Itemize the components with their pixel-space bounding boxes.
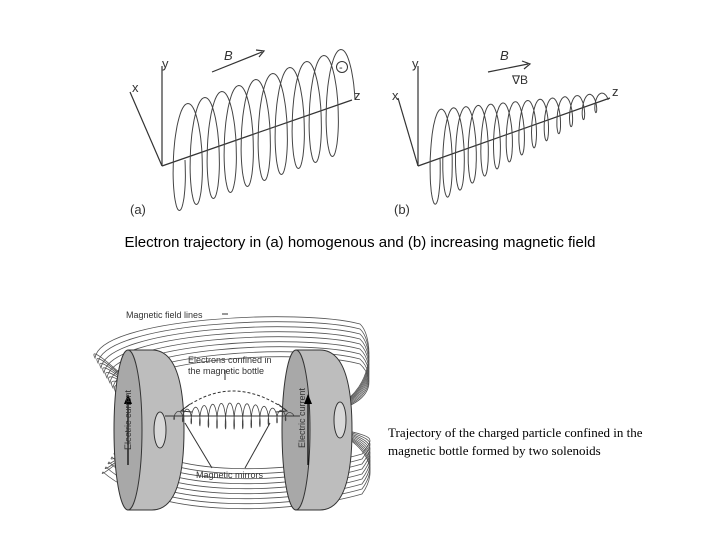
magnetic-bottle-figure [0,290,720,540]
helix-b [430,93,608,204]
solenoid-right [282,350,352,510]
charge-label-a: - [339,62,343,74]
helix-b-path [430,93,608,204]
caption-side: Trajectory of the charged particle confined in the magnetic bottle formed by two solenoids [388,425,643,458]
current-right-label: Electric current [297,387,307,448]
axis-z-b: z [612,84,619,99]
panel-label-a: (a) [130,202,146,217]
axis-x-b: x [392,88,399,103]
confinement-arc [182,391,286,410]
panel-b [398,61,610,166]
current-left-label: Electric current [123,389,133,450]
field-lines-label: Magnetic field lines [126,310,203,320]
field-label-b: B [500,48,509,63]
field-label-a: B [224,48,233,63]
caption-top: Electron trajectory in (a) homogenous and (b) increasing magnetic field [124,234,596,251]
mirrors-label: Magnetic mirrors [196,470,264,480]
confined-label-line2: the magnetic bottle [188,366,265,376]
confined-label-line1: Electrons confined in [188,355,272,365]
helix-figure [0,0,720,230]
axis-x-a: x [132,80,139,95]
axis-y-b: y [412,56,419,71]
axis-z-a: z [354,88,361,103]
axis-y-a: y [162,56,169,71]
panel-label-b: (b) [394,202,410,217]
gradient-label-b: ∇B [512,73,529,87]
